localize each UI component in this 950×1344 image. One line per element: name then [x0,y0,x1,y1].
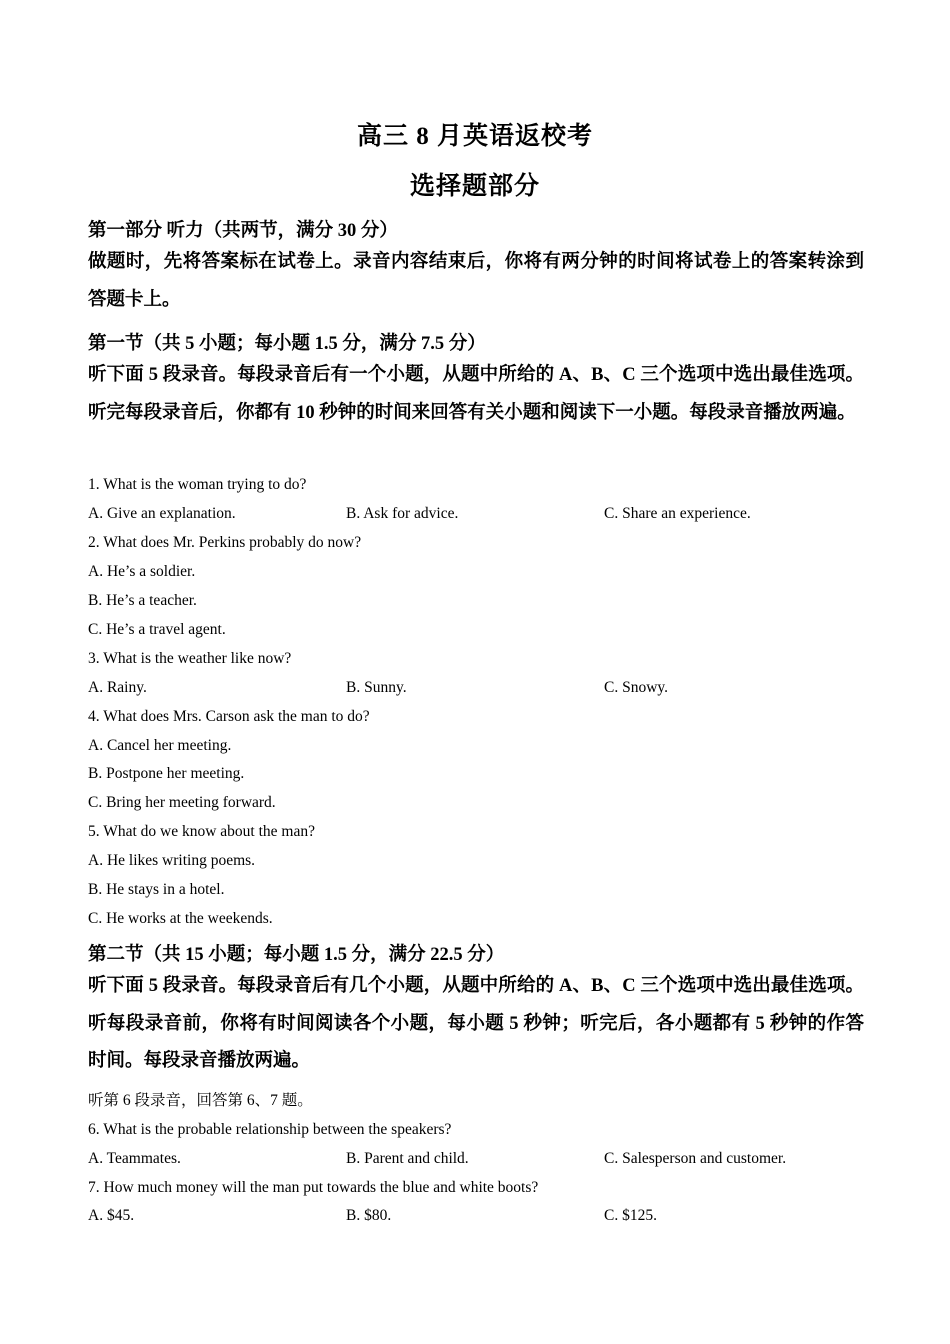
part1-heading: 第一部分 听力（共两节，满分 30 分） [88,221,398,241]
q2-option-a: A. He’s a soldier. [88,563,196,580]
question-3: 3. What is the weather like now? [88,650,292,667]
question-7: 7. How much money will the man put towards the blue and white boots? [88,1179,539,1196]
q5-option-a: A. He likes writing poems. [88,852,256,869]
q4-option-c: C. Bring her meeting forward. [88,794,276,811]
question-5: 5. What do we know about the man? [88,823,315,840]
q7-option-b: B. $80. [346,1207,392,1224]
section1-heading: 第一节（共 5 小题；每小题 1.5 分，满分 7.5 分） [88,334,486,354]
q6-option-c: C. Salesperson and customer. [604,1150,787,1167]
section2-subheading: 听第 6 段录音，回答第 6、7 题。 [88,1092,313,1109]
q5-option-c: C. He works at the weekends. [88,910,273,927]
q1-option-a: A. Give an explanation. [88,505,236,522]
q1-option-b: B. Ask for advice. [346,505,459,522]
q5-option-b: B. He stays in a hotel. [88,881,225,898]
section2-heading: 第二节（共 15 小题；每小题 1.5 分，满分 22.5 分） [88,945,505,965]
part1-instructions: 做题时，先将答案标在试卷上。录音内容结束后，你将有两分钟的时间将试卷上的答案转涂到答题卡上。 [88,252,864,310]
q7-option-a: A. $45. [88,1207,135,1224]
section2-instructions: 听下面 5 段录音。每段录音后有几个小题，从题中所给的 A、B、C 三个选项中选出最佳选项。听每段录音前，你将有时间阅读各个小题，每小题 5 秒钟；听完后，各小题都有 5 秒钟的作答时间。每段录音播放两遍。 [88,976,864,1071]
page-title: 高三 8 月英语返校考 [356,123,593,150]
q2-option-c: C. He’s a travel agent. [88,621,226,638]
q6-option-a: A. Teammates. [88,1150,181,1167]
q4-option-a: A. Cancel her meeting. [88,737,232,754]
q3-option-b: B. Sunny. [346,679,407,696]
q7-option-c: C. $125. [604,1207,657,1224]
page-subtitle: 选择题部分 [409,173,540,200]
section1-instructions: 听下面 5 段录音。每段录音后有一个小题，从题中所给的 A、B、C 三个选项中选出最佳选项。听完每段录音后，你都有 10 秒钟的时间来回答有关小题和阅读下一小题。每段录音播放两遍。 [88,365,864,423]
q3-option-c: C. Snowy. [604,679,669,696]
q4-option-b: B. Postpone her meeting. [88,765,245,782]
q3-option-a: A. Rainy. [88,679,147,696]
question-4: 4. What does Mrs. Carson ask the man to do? [88,708,370,725]
q2-option-b: B. He’s a teacher. [88,592,197,609]
question-6: 6. What is the probable relationship between the speakers? [88,1121,452,1138]
q6-option-b: B. Parent and child. [346,1150,469,1167]
question-2: 2. What does Mr. Perkins probably do now? [88,534,362,551]
q1-option-c: C. Share an experience. [604,505,751,522]
question-1: 1. What is the woman trying to do? [88,476,307,493]
